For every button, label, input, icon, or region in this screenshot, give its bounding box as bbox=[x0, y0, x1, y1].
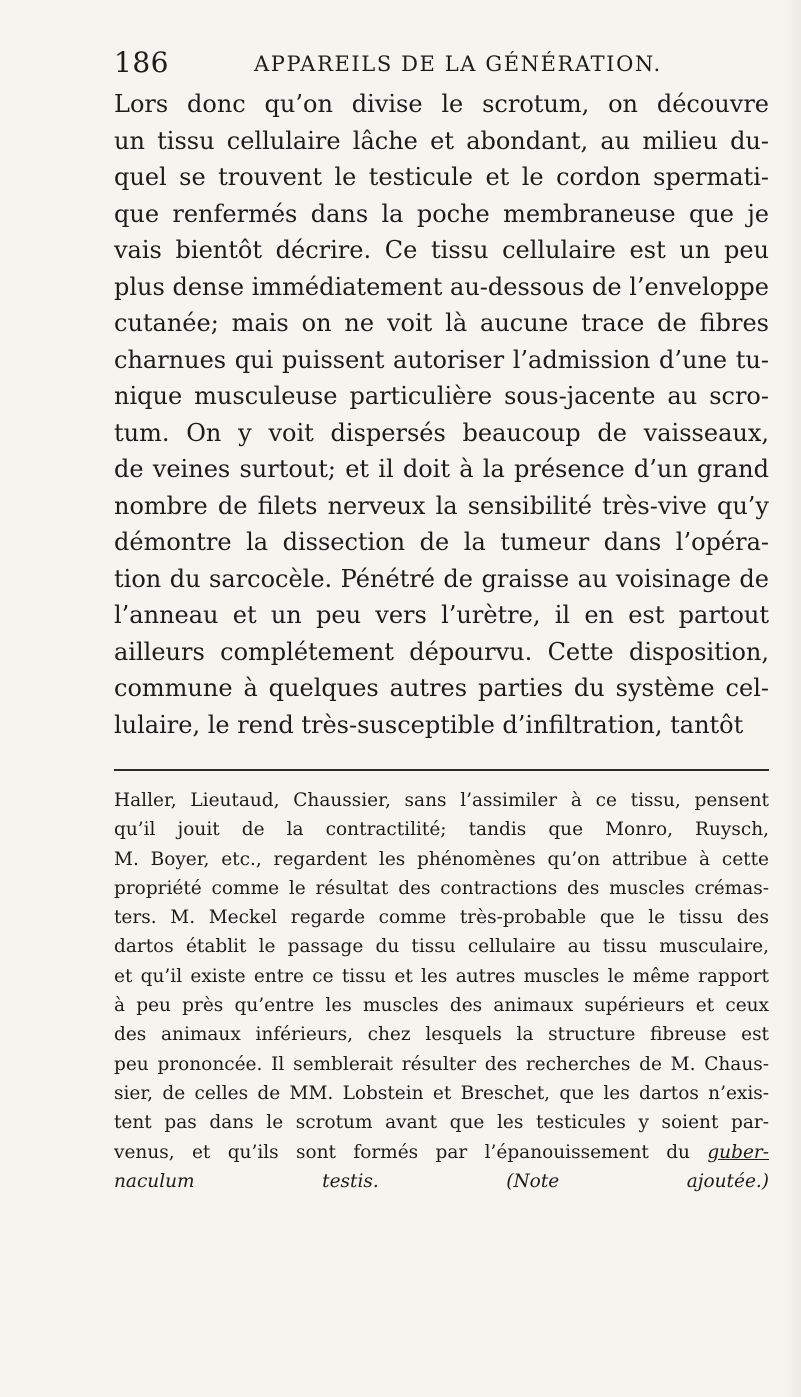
running-title: APPAREILS DE LA GÉNÉRATION. bbox=[254, 52, 662, 76]
page-edge-shadow bbox=[783, 0, 801, 1397]
body-line: nombre de filets nerveux la sensibilité très-vive qu’y bbox=[114, 491, 769, 520]
footnote-separator-rule bbox=[114, 769, 769, 771]
body-line: nique musculeuse particulière sous-jacente au scro- bbox=[114, 382, 769, 410]
body-line: vais bientôt décrire. Ce tissu cellulaire est un peu bbox=[114, 236, 769, 264]
footnote-line: peu prononcée. Il semblerait résulter des recherches de M. Chaus- bbox=[114, 1053, 769, 1075]
footnote-line: des animaux inférieurs, chez lesquels la structure fibreuse est bbox=[114, 1024, 769, 1046]
footnote-line: propriété comme le résultat des contractions des muscles crémas- bbox=[114, 877, 769, 899]
body-line: démontre la dissection de la tumeur dans l’opéra- bbox=[114, 528, 769, 556]
body-line: l’anneau et un peu vers l’urètre, il en est partout bbox=[114, 601, 769, 629]
footnote-line-with-latin bbox=[114, 1138, 769, 1167]
body-line: que renfermés dans la poche membraneuse que je bbox=[114, 199, 769, 228]
body-line: quel se trouvent le testicule et le cordon spermati- bbox=[114, 163, 769, 191]
footnote bbox=[114, 786, 769, 1196]
body-line: tum. On y voit dispersés beaucoup de vaisseaux, bbox=[114, 418, 769, 447]
body-line: charnues qui puissent autoriser l’admission d’une tu- bbox=[114, 345, 769, 374]
body-line: tion du sarcocèle. Pénétré de graisse au voisinage de bbox=[114, 564, 769, 593]
page-number: 186 bbox=[114, 46, 169, 79]
body-line: plus dense immédiatement au-dessous de l’enveloppe bbox=[114, 272, 769, 301]
body-line: lulaire, le rend très-susceptible d’infiltration, tantôt bbox=[114, 710, 744, 739]
footnote-line: sier, de celles de MM. Lobstein et Breschet, que les dartos n’exis- bbox=[114, 1082, 769, 1104]
note-label: (Note ajoutée.) bbox=[506, 1170, 769, 1192]
footnote-closing-line bbox=[114, 1167, 769, 1196]
latin-term-part2: naculum testis. bbox=[114, 1170, 379, 1192]
footnote-line: qu’il jouit de la contractilité; tandis que Monro, Ruysch, bbox=[114, 819, 769, 841]
body-line: cutanée; mais on ne voit là aucune trace de fibres bbox=[114, 309, 769, 337]
footnote-line: tent pas dans le scrotum avant que les testicules y soient par- bbox=[114, 1112, 769, 1134]
footnote-line: dartos établit le passage du tissu cellulaire au tissu musculaire, bbox=[114, 936, 769, 958]
body-line: un tissu cellulaire lâche et abondant, au milieu du- bbox=[114, 126, 769, 155]
body-line: commune à quelques autres parties du système cel- bbox=[114, 674, 769, 702]
main-paragraph bbox=[114, 86, 769, 743]
footnote-line: M. Boyer, etc., regardent les phénomènes qu’on attribue à cette bbox=[114, 848, 769, 870]
latin-term-part1: guber- bbox=[707, 1141, 769, 1163]
page-header bbox=[114, 46, 714, 86]
footnote-line-text: venus, et qu’ils sont formés par l’épanouissement du bbox=[114, 1141, 690, 1163]
body-line: Lors donc qu’on divise le scrotum, on découvre bbox=[114, 90, 769, 118]
footnote-line: et qu’il existe entre ce tissu et les autres muscles le même rapport bbox=[114, 965, 769, 987]
body-line: de veines surtout; et il doit à la présence d’un grand bbox=[114, 455, 769, 483]
body-line: ailleurs complétement dépourvu. Cette disposition, bbox=[114, 637, 769, 666]
footnote-line: Haller, Lieutaud, Chaussier, sans l’assimiler à ce tissu, pensent bbox=[114, 790, 769, 811]
footnote-line: à peu près qu’entre les muscles des animaux supérieurs et ceux bbox=[114, 995, 769, 1017]
footnote-line: ters. M. Meckel regarde comme très-probable que le tissu des bbox=[114, 907, 769, 929]
